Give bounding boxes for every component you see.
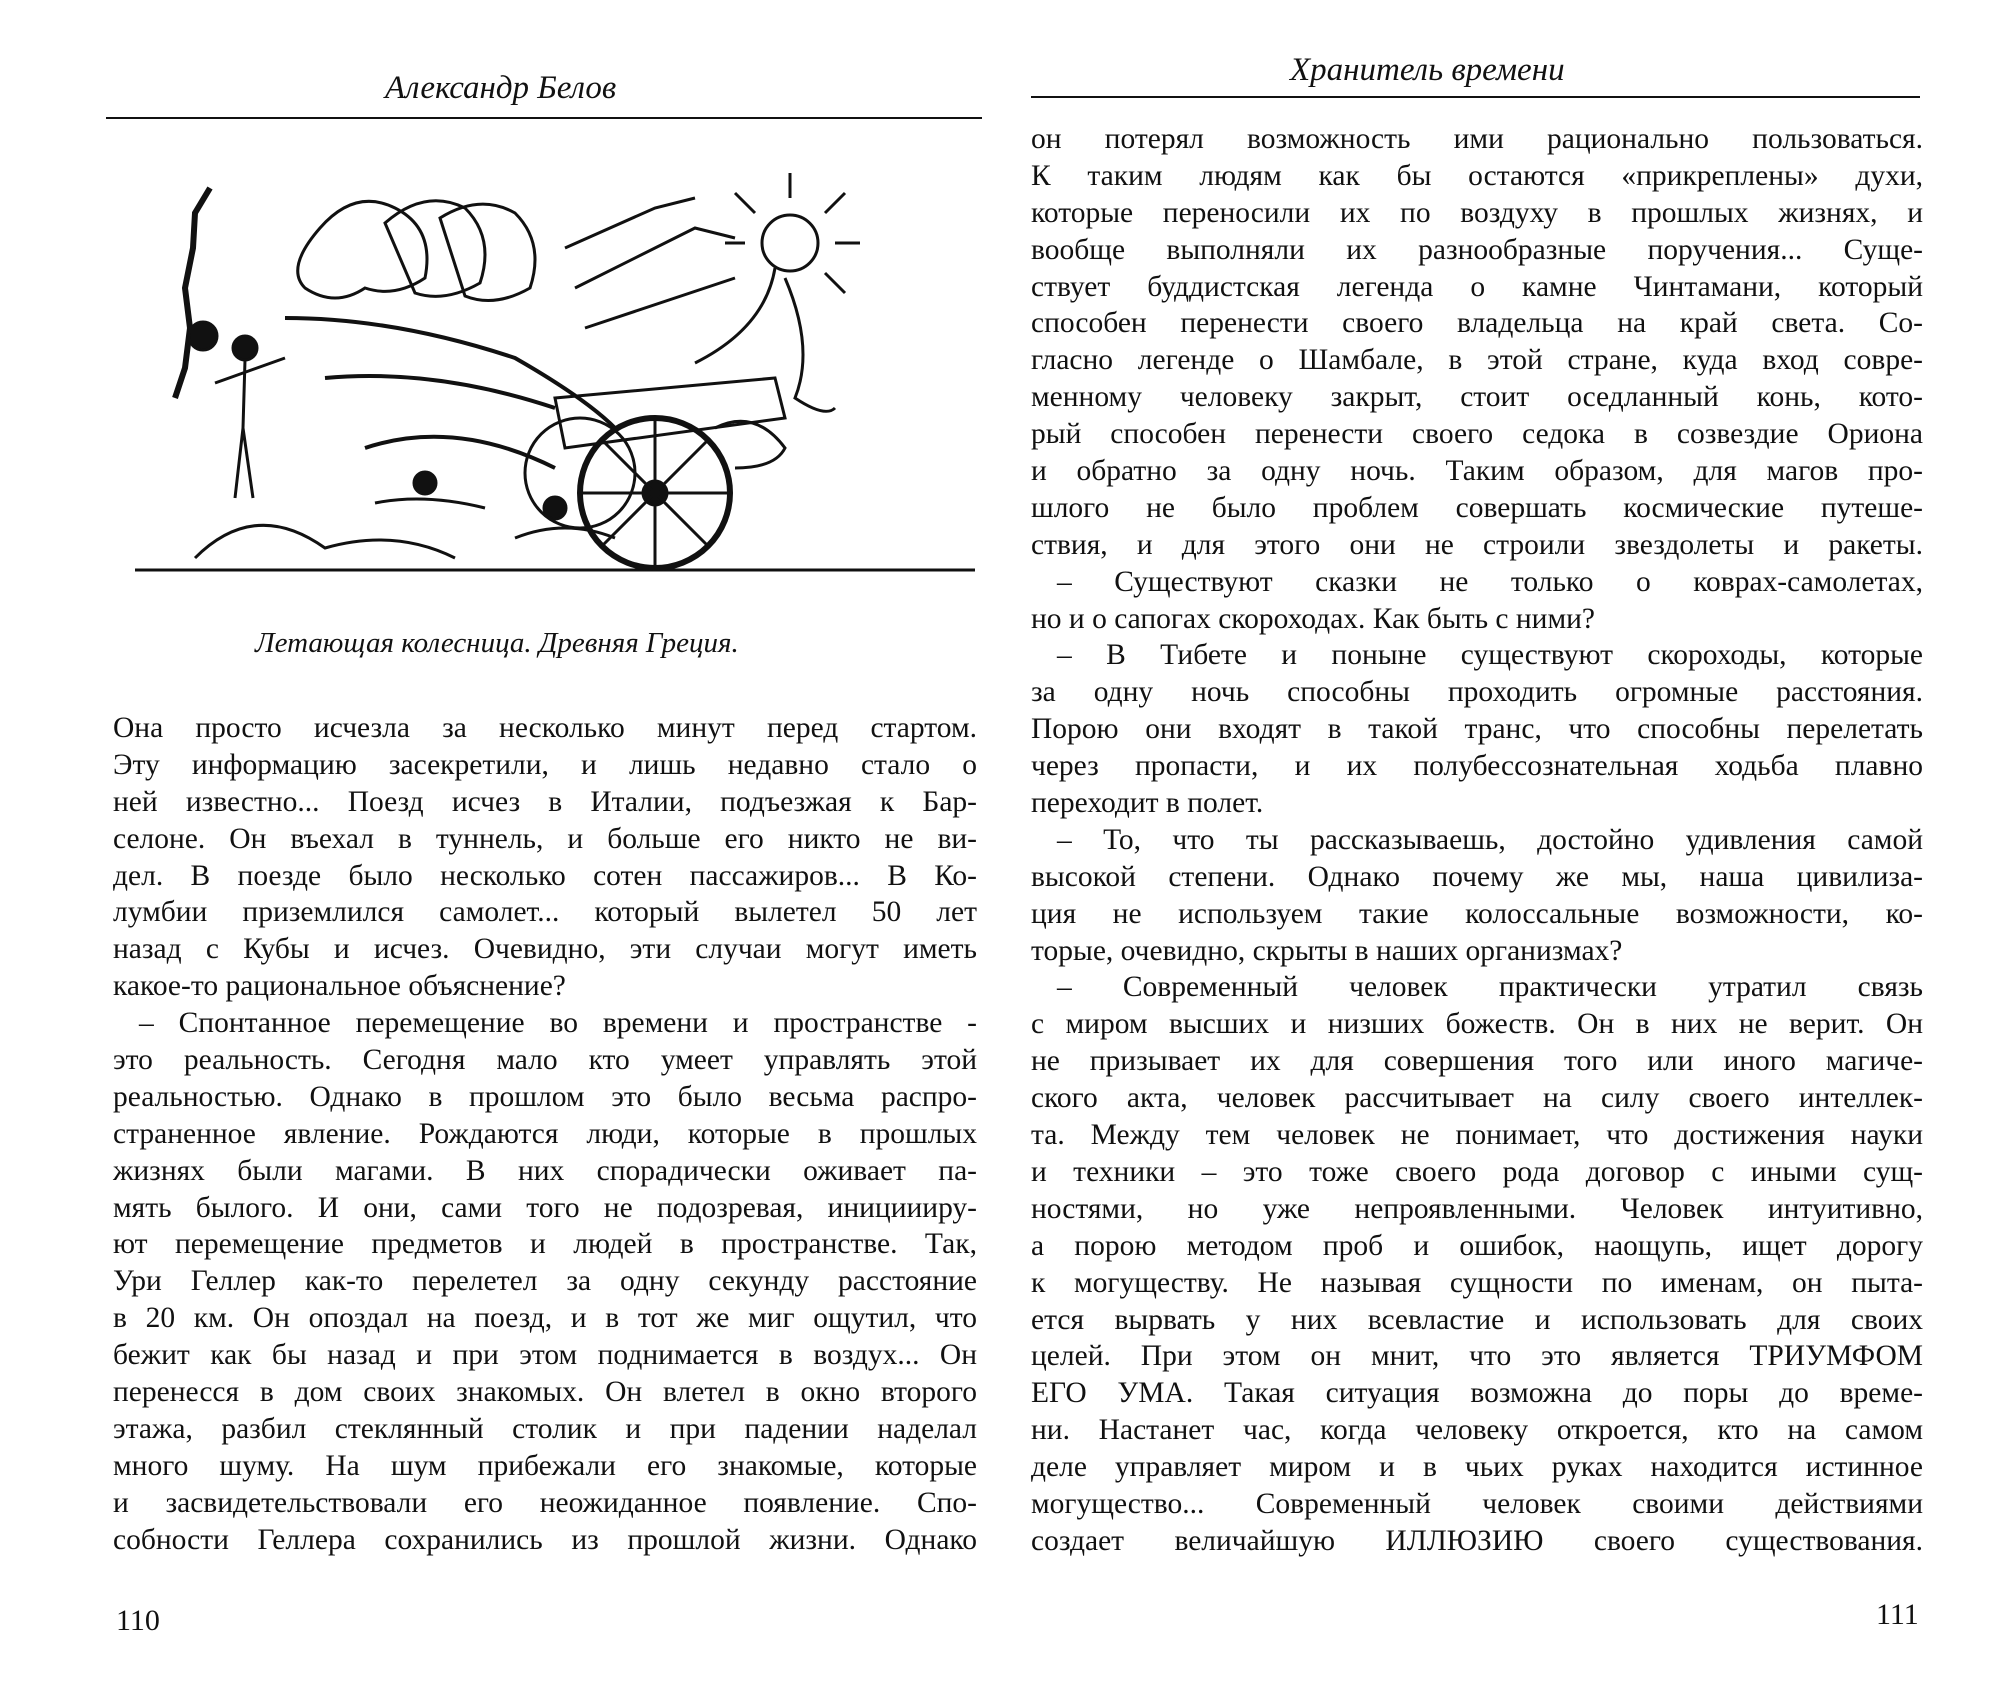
text-line: – В Тибете и поныне существуют скороходы, которые — [1057, 639, 1923, 672]
text-line: Она просто исчезла за несколько минут перед стартом. — [113, 712, 977, 744]
text-line: ского акта, человек рассчитывает на силу своего интеллек- — [1031, 1082, 1923, 1115]
text-line: Порою они входят в такой транс, что способны перелетать — [1031, 713, 1923, 746]
text-line: какое-то рациональное объяснение? — [113, 970, 566, 1003]
text-line: селоне. Он въехал в туннель, и больше его никто не ви- — [113, 822, 977, 855]
text-line: переходит в полет. — [1031, 787, 1264, 820]
text-line: много шуму. На шум прибежали его знакомые, которые — [113, 1449, 977, 1482]
text-line: ция не используем такие колоссальные возможности, ко- — [1031, 897, 1923, 930]
text-line: высокой степени. Однако почему же мы, наша цивилиза- — [1031, 860, 1923, 893]
text-line: мять былого. И они, сами того не подозревая, инициииру- — [113, 1191, 977, 1224]
text-line: и техники – это тоже своего рода договор с иными сущ- — [1031, 1155, 1923, 1188]
right-page-number: 111 — [1876, 1598, 1919, 1631]
right-running-header: Хранитель времени — [1290, 52, 1565, 88]
text-line: ствия, и для этого они не строили звездолеты и ракеты. — [1031, 528, 1923, 561]
text-line: с миром высших и низших божеств. Он в них не верит. Он — [1031, 1008, 1923, 1041]
text-line: в 20 км. Он опоздал на поезд, и в тот же миг ощутил, что — [113, 1302, 977, 1335]
text-line: назад с Кубы и исчез. Очевидно, эти случаи могут иметь — [113, 933, 977, 966]
text-line: через пропасти, и их полубессознательная ходьба плавно — [1031, 750, 1923, 783]
text-line: деле управляет миром и в чьих руках находится истинное — [1031, 1451, 1923, 1484]
text-line: перенесся в дом своих знакомых. Он влетел в окно второго — [113, 1376, 977, 1409]
text-line: и засвидетельствовали его неожиданное появление. Спо- — [113, 1486, 977, 1519]
text-line: – Существуют сказки не только о коврах-самолетах, — [1057, 565, 1923, 598]
text-line: способен перенести своего владельца на край света. Со- — [1031, 307, 1923, 340]
text-line: менному человеку закрыт, стоит оседланный конь, кото- — [1031, 381, 1923, 414]
text-line: гласно легенде о Шамбале, в этой стране, куда вход совре- — [1031, 344, 1923, 377]
text-line: – Современный человек практически утратил связь — [1057, 971, 1923, 1004]
left-page-number: 110 — [116, 1604, 160, 1637]
right-page-body — [1031, 121, 1923, 1560]
text-line: – Спонтанное перемещение во времени и пространстве - — [139, 1007, 977, 1040]
text-line: но и о сапогах скороходах. Как быть с ними? — [1031, 602, 1596, 635]
right-header-rule — [1031, 96, 1920, 98]
text-line: ют перемещение предметов и людей в пространстве. Так, — [113, 1228, 977, 1261]
left-header-rule — [106, 117, 982, 119]
text-line: ней известно... Поезд исчез в Италии, подъезжая к Бар- — [113, 785, 977, 818]
text-line: ется вырвать у них всевластие и использовать для своих — [1031, 1303, 1923, 1336]
text-line: рый способен перенести своего седока в созвездие Ориона — [1031, 418, 1923, 451]
left-page-body — [113, 710, 977, 1558]
text-line: бежит как бы назад и при этом поднимается в воздух... Он — [113, 1339, 977, 1372]
text-line: а порою методом проб и ошибок, наощупь, ищет дорогу — [1031, 1229, 1923, 1262]
text-line: ЕГО УМА. Такая ситуация возможна до поры до време- — [1031, 1377, 1923, 1410]
flying-chariot-illustration — [135, 168, 975, 578]
text-line: лумбии приземлился самолет... который вылетел 50 лет — [113, 896, 977, 929]
text-line: он потерял возможность ими рационально пользоваться. — [1031, 123, 1923, 155]
text-line: этажа, разбил стеклянный столик и при падении наделал — [113, 1412, 977, 1445]
text-line: – То, что ты рассказываешь, достойно удивления самой — [1057, 823, 1923, 856]
text-line: шлого не было проблем совершать космические путеше- — [1031, 491, 1923, 524]
text-line: страненное явление. Рождаются люди, которые в прошлых — [113, 1117, 977, 1150]
text-line: за одну ночь способны проходить огромные расстояния. — [1031, 676, 1923, 709]
text-line: это реальность. Сегодня мало кто умеет управлять этой — [113, 1044, 977, 1077]
text-line: К таким людям как бы остаются «прикреплены» духи, — [1031, 159, 1923, 192]
text-line: ни. Настанет час, когда человеку откроется, кто на самом — [1031, 1414, 1923, 1447]
text-line: Эту информацию засекретили, и лишь недавно стало о — [113, 748, 977, 781]
text-line: которые переносили их по воздуху в прошлых жизнях, и — [1031, 196, 1923, 229]
text-line: собности Геллера сохранились из прошлой жизни. Однако — [113, 1523, 977, 1556]
text-line: не призывает их для совершения того или иного магиче- — [1031, 1045, 1923, 1078]
text-line: создает величайшую ИЛЛЮЗИЮ своего существования. — [1031, 1524, 1923, 1557]
text-line: могущество... Современный человек своими действиями — [1031, 1487, 1923, 1520]
text-line: жизнях были магами. В них спорадически оживает па- — [113, 1154, 977, 1187]
text-line: дел. В поезде было несколько сотен пассажиров... В Ко- — [113, 859, 977, 892]
text-line: к могуществу. Не называя сущности по именам, он пыта- — [1031, 1266, 1923, 1299]
text-line: вообще выполняли их разнообразные поручения... Суще- — [1031, 233, 1923, 266]
illustration-caption: Летающая колесница. Древняя Греция. — [255, 627, 739, 659]
text-line: ностями, но уже непроявленными. Человек интуитивно, — [1031, 1192, 1923, 1225]
left-running-header: Александр Белов — [385, 70, 617, 106]
text-line: и обратно за одну ночь. Таким образом, для магов про- — [1031, 455, 1923, 488]
text-line: та. Между тем человек не понимает, что достижения науки — [1031, 1119, 1923, 1152]
text-line: ствует буддистская легенда о камне Чинтамани, который — [1031, 270, 1923, 303]
text-line: торые, очевидно, скрыты в наших организмах? — [1031, 934, 1623, 967]
text-line: Ури Геллер как-то перелетел за одну секунду расстояние — [113, 1265, 977, 1298]
text-line: реальностью. Однако в прошлом это было весьма распро- — [113, 1080, 977, 1113]
text-line: целей. При этом он мнит, что это является ТРИУМФОМ — [1031, 1340, 1923, 1373]
